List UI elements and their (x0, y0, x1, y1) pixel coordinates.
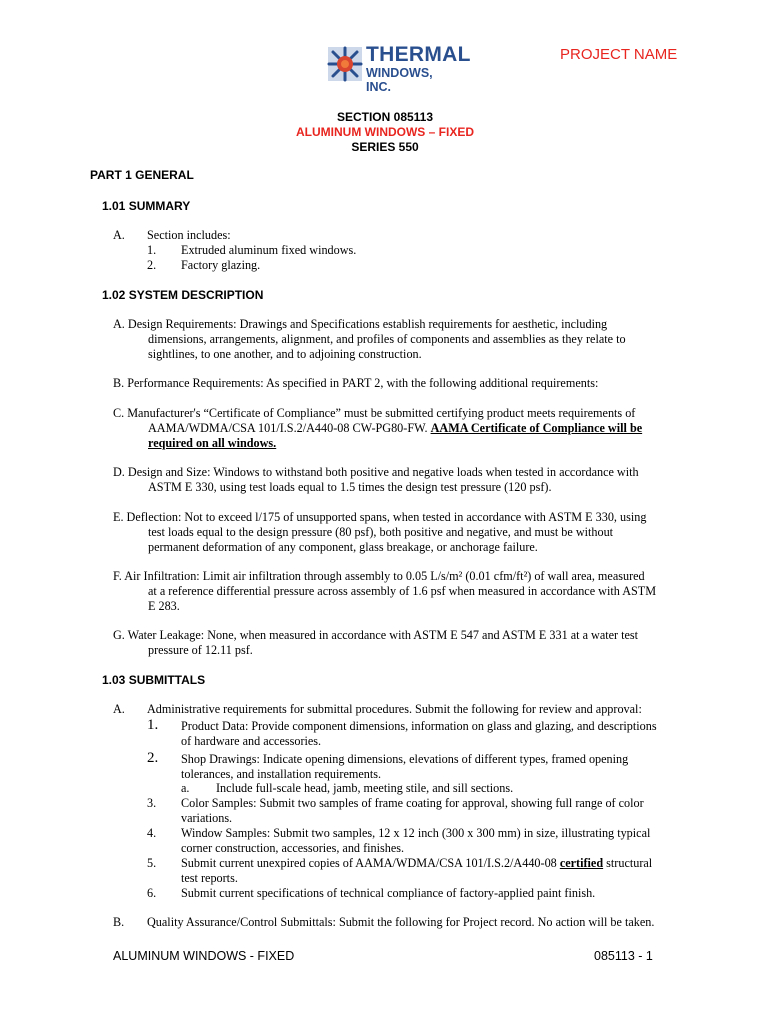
paragraph: B. Performance Requirements: As specified in PART 2, with the following additional requirements: (113, 376, 599, 390)
list-number: 2. (147, 750, 159, 766)
list-number: 1. (147, 717, 159, 733)
section-series: SERIES 550 (351, 140, 419, 154)
list-number: 1. (147, 243, 157, 257)
list-item: Submit current specifications of technical compliance of factory-applied paint finish. (181, 886, 596, 900)
list-item: test reports. (181, 871, 238, 885)
emphasis-text: AAMA Certificate of Compliance will be (430, 421, 643, 435)
paragraph: ASTM E 330, using test loads equal to 1.5 times the design test pressure (120 psf). (148, 480, 552, 494)
section-number: SECTION 085113 (336, 110, 434, 124)
emphasis-text: certified (559, 856, 604, 870)
emphasis-text: required on all windows. (148, 436, 277, 450)
list-label: A. (113, 702, 125, 716)
list-item: variations. (181, 811, 233, 825)
footer-title: ALUMINUM WINDOWS - FIXED (113, 949, 295, 963)
list-number: 4. (147, 826, 157, 840)
list-item: Window Samples: Submit two samples, 12 x 12 inch (300 x 300 mm) in size, illustrating typical (181, 826, 651, 840)
paragraph: A. Design Requirements: Drawings and Specifications establish requirements for aesthetic, including (113, 317, 608, 331)
snowflake-sun-icon (326, 45, 364, 85)
paragraph: E. Deflection: Not to exceed l/175 of unsupported spans, when tested in accordance with ASTM E 330, using (113, 510, 647, 524)
part-heading: PART 1 GENERAL (90, 168, 194, 182)
paragraph-text: AAMA/WDMA/CSA 101/I.S.2/A440-08 CW-PG80-FW. (148, 421, 431, 435)
list-item: of hardware and accessories. (181, 734, 322, 748)
sub-list-letter: a. (181, 781, 190, 795)
list-label: A. (113, 228, 125, 242)
paragraph: test loads equal to the design pressure (80 psf), both positive and negative, and must be without (148, 525, 614, 539)
sub-list-item: Include full-scale head, jamb, meeting stile, and sill sections. (216, 781, 514, 795)
list-number: 3. (147, 796, 157, 810)
list-number: 6. (147, 886, 157, 900)
list-item: Product Data: Provide component dimensions, information on glass and glazing, and descriptions (181, 719, 657, 733)
list-item-text: Submit current unexpired copies of AAMA/WDMA/CSA 101/I.S.2/A440-08 (181, 856, 560, 870)
paragraph: E 283. (148, 599, 180, 613)
paragraph: Quality Assurance/Control Submittals: Submit the following for Project record. No action will be taken. (147, 915, 655, 929)
project-name: PROJECT NAME (560, 46, 678, 63)
list-number: 5. (147, 856, 157, 870)
section-title: ALUMINUM WINDOWS – FIXED (296, 125, 474, 139)
list-item: Factory glazing. (181, 258, 261, 272)
article-heading-system-description: 1.02 SYSTEM DESCRIPTION (102, 288, 264, 302)
footer-page-number: 085113 - 1 (594, 949, 653, 963)
paragraph: F. Air Infiltration: Limit air infiltration through assembly to 0.05 L/s/m² (0.01 cfm/ft²) of wall area, measured (113, 569, 645, 583)
paragraph: Section includes: (147, 228, 231, 242)
paragraph: sightlines, to one another, and to adjoining construction. (148, 347, 422, 361)
list-item: tolerances, and installation requirements. (181, 767, 382, 781)
list-item-text: structural (603, 856, 653, 870)
paragraph: Administrative requirements for submittal procedures. Submit the following for review and approval: (147, 702, 642, 716)
list-item: Color Samples: Submit two samples of frame coating for approval, showing full range of color (181, 796, 644, 810)
paragraph: permanent deformation of any component, glass breakage, or anchorage failure. (148, 540, 538, 554)
list-item: Shop Drawings: Indicate opening dimensions, elevations of different types, framed opening (181, 752, 629, 766)
paragraph: at a reference differential pressure across assembly of 1.6 psf when measured in accordance with ASTM (148, 584, 657, 598)
paragraph: pressure of 12.11 psf. (148, 643, 253, 657)
paragraph: C. Manufacturer's “Certificate of Compliance” must be submitted certifying product meets requirements of (113, 406, 636, 420)
logo-line1: THERMAL (366, 43, 471, 66)
article-heading-submittals: 1.03 SUBMITTALS (102, 673, 206, 687)
list-item: Extruded aluminum fixed windows. (181, 243, 357, 257)
list-number: 2. (147, 258, 157, 272)
article-heading-summary: 1.01 SUMMARY (102, 199, 191, 213)
list-item (181, 856, 652, 871)
paragraph: G. Water Leakage: None, when measured in accordance with ASTM E 547 and ASTM E 331 at a water test (113, 628, 639, 642)
paragraph: D. Design and Size: Windows to withstand both positive and negative loads when tested in accordance with (113, 465, 639, 479)
list-label: B. (113, 915, 125, 929)
company-logo (326, 42, 471, 94)
paragraph (148, 421, 642, 436)
paragraph: dimensions, arrangements, alignment, and profiles of components and assemblies as they relate to (148, 332, 626, 346)
logo-line2: WINDOWS, INC. (366, 66, 433, 94)
list-item: corner construction, accessories, and finishes. (181, 841, 405, 855)
